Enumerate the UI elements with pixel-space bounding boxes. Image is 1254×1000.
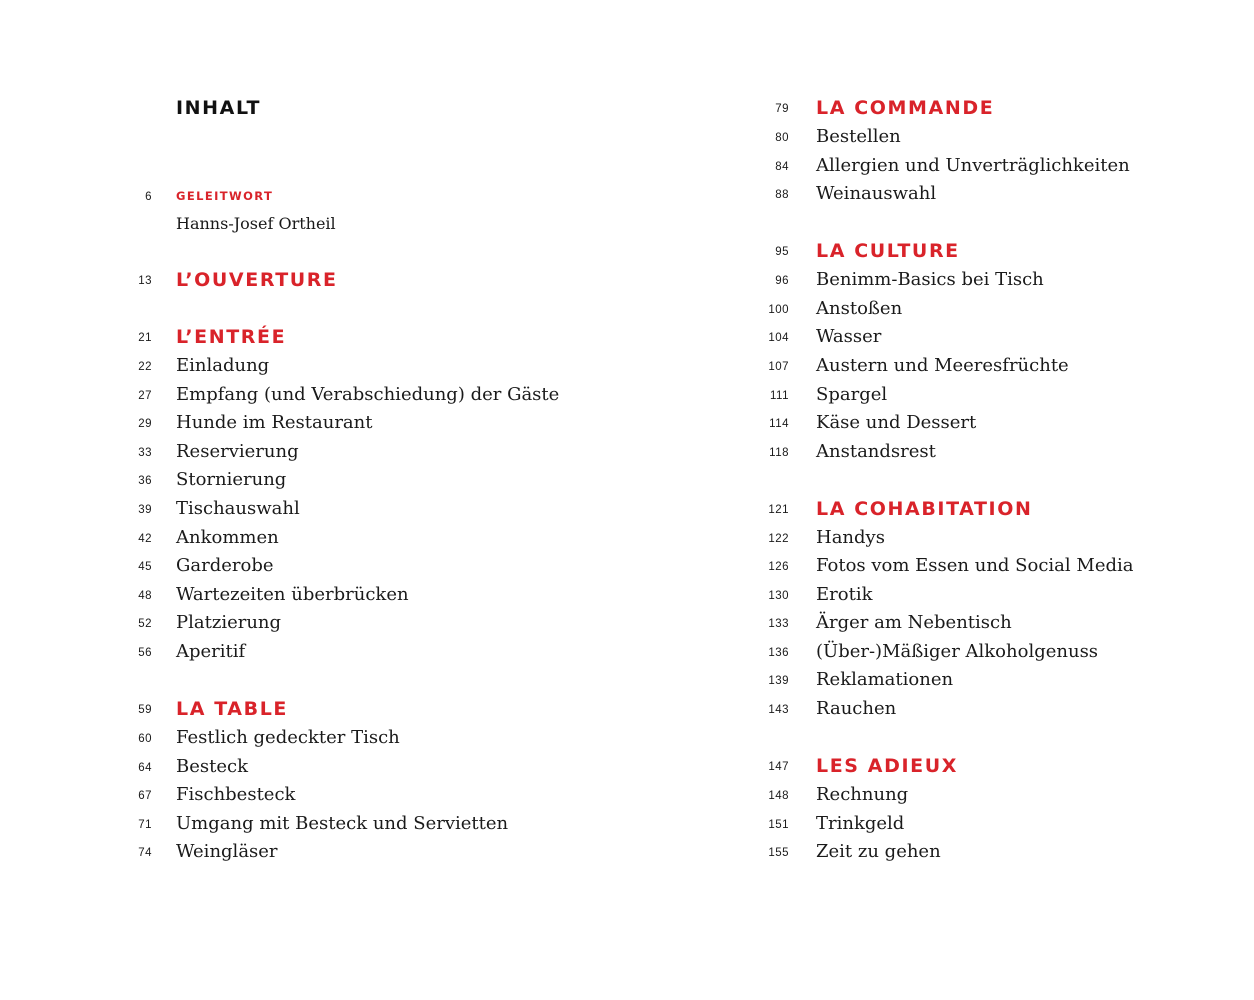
section-heading-commande[interactable] xyxy=(627,94,1254,122)
page-number: 155 xyxy=(768,847,789,859)
entry-title: Trinkgeld xyxy=(816,813,905,834)
contents-title: INHALT xyxy=(176,97,262,119)
page-number: 71 xyxy=(138,819,152,831)
entry-title: (Über-)Mäßiger Alkoholgenuss xyxy=(816,641,1099,662)
entry-title: Allergien und Unverträglichkeiten xyxy=(816,155,1130,176)
toc-entry[interactable] xyxy=(627,581,1254,609)
page-number: 36 xyxy=(138,475,152,487)
contents-heading-row xyxy=(0,94,627,122)
page-number: 118 xyxy=(769,447,789,459)
page-number: 79 xyxy=(775,103,789,115)
entry-title: Austern und Meeresfrüchte xyxy=(816,355,1069,376)
foreword-author-row xyxy=(0,210,627,238)
page-number: 130 xyxy=(768,590,789,602)
toc-entry[interactable] xyxy=(627,180,1254,208)
section-title: LES ADIEUX xyxy=(816,755,958,777)
entry-title: Fotos vom Essen und Social Media xyxy=(816,555,1134,576)
entry-title: Hunde im Restaurant xyxy=(176,412,373,433)
toc-entry[interactable] xyxy=(0,524,627,552)
page-number: 48 xyxy=(138,590,152,602)
entry-title: Anstandsrest xyxy=(816,441,936,462)
foreword-label: GELEITWORT xyxy=(176,189,274,203)
toc-entry[interactable] xyxy=(0,495,627,523)
entry-title: Benimm-Basics bei Tisch xyxy=(816,269,1044,290)
page-number: 133 xyxy=(768,618,789,630)
page-number: 22 xyxy=(138,361,152,373)
section-title: LA COMMANDE xyxy=(816,97,995,119)
toc-entry[interactable] xyxy=(0,753,627,781)
toc-entry[interactable] xyxy=(0,810,627,838)
toc-entry[interactable] xyxy=(627,152,1254,180)
toc-entry[interactable] xyxy=(627,352,1254,380)
toc-entry[interactable] xyxy=(627,409,1254,437)
toc-entry[interactable] xyxy=(627,381,1254,409)
entry-title: Zeit zu gehen xyxy=(816,841,941,862)
page-number: 88 xyxy=(775,189,789,201)
toc-entry[interactable] xyxy=(627,552,1254,580)
section-heading-table[interactable] xyxy=(0,695,627,723)
entry-title: Tischauswahl xyxy=(176,498,300,519)
section-title: L’ENTRÉE xyxy=(176,326,287,348)
page-number: 21 xyxy=(138,332,152,344)
entry-title: Garderobe xyxy=(176,555,274,576)
page-number: 126 xyxy=(768,561,789,573)
toc-entry[interactable] xyxy=(0,438,627,466)
foreword-row[interactable] xyxy=(0,182,627,210)
toc-entry[interactable] xyxy=(627,666,1254,694)
page-number: 139 xyxy=(768,675,789,687)
toc-entry[interactable] xyxy=(627,323,1254,351)
toc-entry[interactable] xyxy=(627,781,1254,809)
toc-entry[interactable] xyxy=(627,695,1254,723)
entry-title: Fischbesteck xyxy=(176,784,296,805)
entry-title: Einladung xyxy=(176,355,270,376)
toc-entry[interactable] xyxy=(627,295,1254,323)
toc-entry[interactable] xyxy=(627,609,1254,637)
entry-title: Anstoßen xyxy=(816,298,903,319)
section-title: LA TABLE xyxy=(176,698,288,720)
page-number: 96 xyxy=(775,275,789,287)
page-number: 64 xyxy=(138,762,152,774)
toc-entry[interactable] xyxy=(0,638,627,666)
entry-title: Erotik xyxy=(816,584,873,605)
page-number: 100 xyxy=(768,304,789,316)
page-number: 148 xyxy=(768,790,789,802)
toc-entry[interactable] xyxy=(0,724,627,752)
page-number: 67 xyxy=(138,790,152,802)
section-heading-cohabitation[interactable] xyxy=(627,495,1254,523)
entry-title: Rauchen xyxy=(816,698,897,719)
toc-entry[interactable] xyxy=(627,810,1254,838)
entry-title: Wartezeiten überbrücken xyxy=(176,584,409,605)
entry-title: Stornierung xyxy=(176,469,287,490)
entry-title: Empfang (und Verabschiedung) der Gäste xyxy=(176,384,560,405)
toc-entry[interactable] xyxy=(627,266,1254,294)
entry-title: Bestellen xyxy=(816,126,901,147)
page-number: 59 xyxy=(138,704,152,716)
entry-title: Reklamationen xyxy=(816,669,954,690)
page-number: 52 xyxy=(138,618,152,630)
page-number: 122 xyxy=(768,533,789,545)
toc-entry[interactable] xyxy=(0,552,627,580)
page-number: 151 xyxy=(768,819,789,831)
section-title: LA COHABITATION xyxy=(816,498,1033,520)
entry-title: Ärger am Nebentisch xyxy=(816,612,1012,633)
toc-entry[interactable] xyxy=(0,466,627,494)
toc-entry[interactable] xyxy=(627,123,1254,151)
toc-entry[interactable] xyxy=(0,781,627,809)
page-number: 56 xyxy=(138,647,152,659)
page-number: 114 xyxy=(769,418,789,430)
page-number: 136 xyxy=(768,647,789,659)
toc-entry[interactable] xyxy=(627,524,1254,552)
page-number: 121 xyxy=(768,504,789,516)
entry-title: Handys xyxy=(816,527,885,548)
entry-title: Aperitif xyxy=(176,641,246,662)
page-number: 143 xyxy=(768,704,789,716)
toc-entry[interactable] xyxy=(0,409,627,437)
entry-title: Käse und Dessert xyxy=(816,412,977,433)
toc-entry[interactable] xyxy=(627,638,1254,666)
page-number: 104 xyxy=(768,332,789,344)
page-number: 29 xyxy=(138,418,152,430)
page-number: 84 xyxy=(775,161,789,173)
toc-entry[interactable] xyxy=(0,609,627,637)
page-number: 80 xyxy=(775,132,789,144)
entry-title: Festlich gedeckter Tisch xyxy=(176,727,400,748)
entry-title: Weinauswahl xyxy=(816,183,937,204)
entry-title: Rechnung xyxy=(816,784,909,805)
toc-entry[interactable] xyxy=(0,581,627,609)
section-heading-ouverture[interactable] xyxy=(0,266,627,294)
entry-title: Umgang mit Besteck und Servietten xyxy=(176,813,509,834)
page-number: 42 xyxy=(138,533,152,545)
section-heading-culture[interactable] xyxy=(627,237,1254,265)
page-number: 74 xyxy=(138,847,152,859)
entry-title: Besteck xyxy=(176,756,248,777)
section-title: LA CULTURE xyxy=(816,240,960,262)
section-title: L’OUVERTURE xyxy=(176,269,338,291)
page-number: 107 xyxy=(768,361,789,373)
toc-entry[interactable] xyxy=(627,438,1254,466)
page-number: 95 xyxy=(775,246,789,258)
entry-title: Reservierung xyxy=(176,441,299,462)
page-number: 33 xyxy=(138,447,152,459)
section-heading-entree[interactable] xyxy=(0,323,627,351)
page-number: 45 xyxy=(138,561,152,573)
page-number: 147 xyxy=(768,761,789,773)
entry-title: Wasser xyxy=(816,326,882,347)
entry-title: Weingläser xyxy=(176,841,278,862)
page-number: 27 xyxy=(138,390,152,402)
page-number: 111 xyxy=(770,390,789,402)
toc-entry[interactable] xyxy=(0,352,627,380)
page-number: 13 xyxy=(138,275,152,287)
entry-title: Ankommen xyxy=(176,527,279,548)
foreword-author: Hanns-Josef Ortheil xyxy=(176,214,336,233)
toc-entry[interactable] xyxy=(0,838,627,866)
toc-entry[interactable] xyxy=(0,381,627,409)
entry-title: Platzierung xyxy=(176,612,282,633)
toc-entry[interactable] xyxy=(627,838,1254,866)
page-number: 6 xyxy=(145,191,152,203)
page-number: 39 xyxy=(138,504,152,516)
entry-title: Spargel xyxy=(816,384,888,405)
page-number: 60 xyxy=(138,733,152,745)
section-heading-adieux[interactable] xyxy=(627,752,1254,780)
